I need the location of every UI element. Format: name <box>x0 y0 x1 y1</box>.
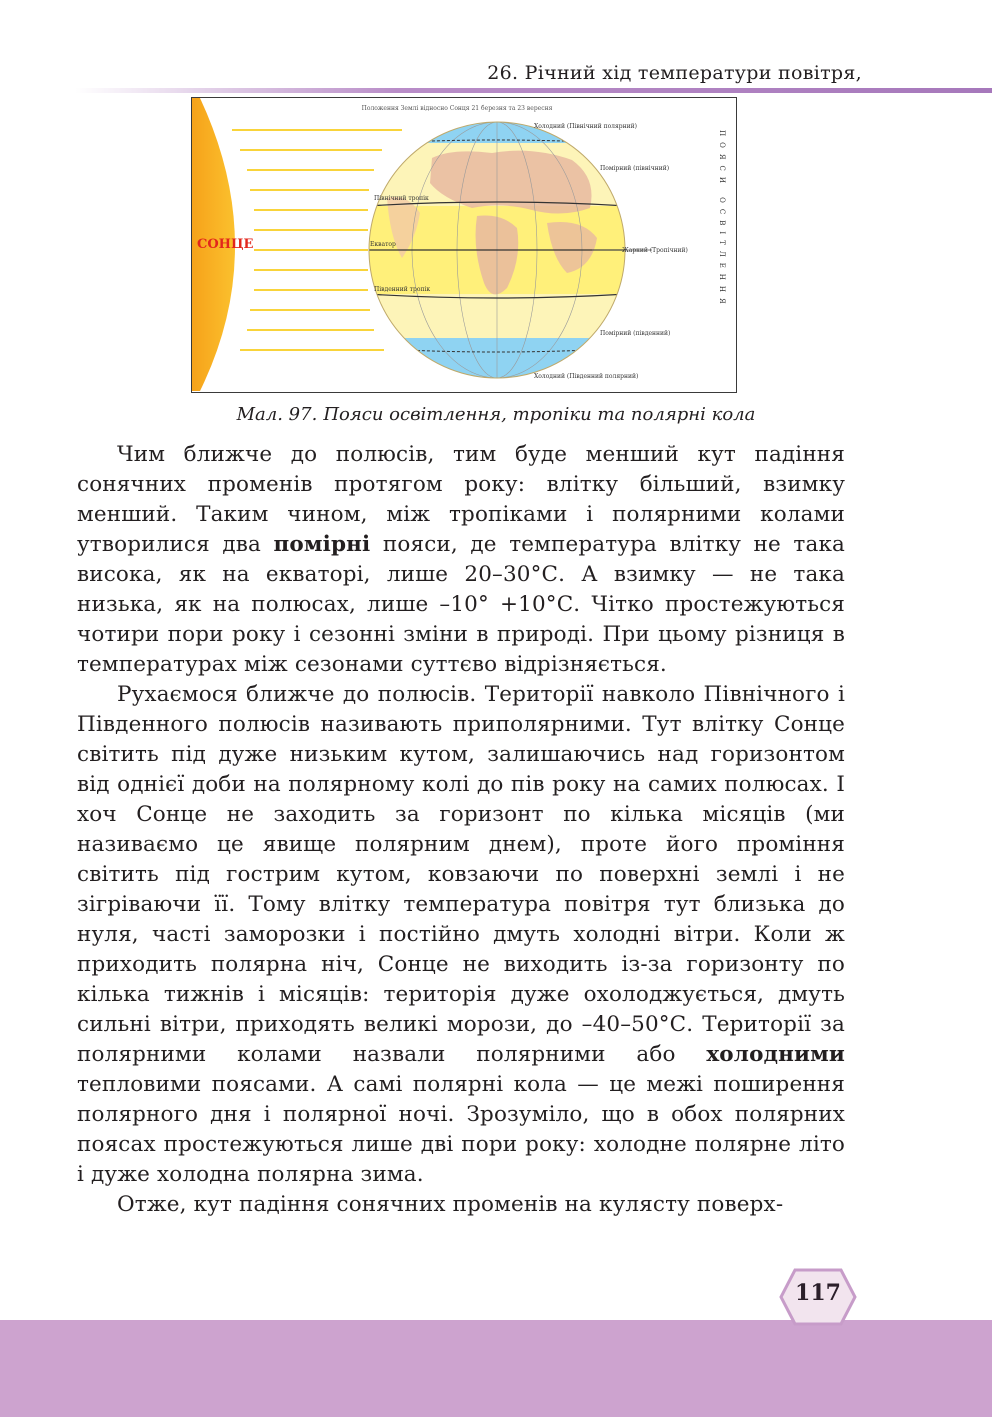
temperate-north-label: Помірний (північний) <box>600 165 670 172</box>
bold-term-cold: холодними <box>706 1042 845 1067</box>
globe <box>362 118 632 383</box>
paragraph <box>77 680 845 1190</box>
paragraph <box>77 440 845 680</box>
north-tropic-label: Північний тропік <box>374 195 429 202</box>
text-run: тепловими поясами. А самі полярні кола — це межі поширення полярного дня і полярної ночі. Зрозуміло, що в обох полярних поясах простежуються лише дві пори року: холодне полярне літо і дуже холодна полярна зима. <box>77 1072 845 1187</box>
text-run: Отже, кут падіння сонячних променів на кулясту поверх- <box>117 1192 784 1217</box>
text-run: пояси, де температура влітку не така висока, як на екваторі, лише 20–30°С. А взимку — не така низька, як на полюсах, лише –10° +10°С. Чітко простежуються чотири пори року і сезонні зміни в природі. При цьому різниця в температурах між сезонами суттєво відрізняється. <box>77 532 845 677</box>
text-run: Чим ближче до полюсів, тим буде менший кут падіння сонячних променів протягом року: влітку більший, взимку менший. Таким чином, між тропіками і полярними колами утворилися два <box>77 442 845 557</box>
equator-label: Екватор <box>370 241 396 248</box>
paragraph <box>77 1190 845 1220</box>
cold-south-label: Холодний (Південний полярний) <box>534 373 639 380</box>
caption-text: Пояси освітлення, тропіки та полярні кола <box>323 404 756 425</box>
page-number: 117 <box>795 1280 841 1306</box>
south-tropic-label: Південний тропік <box>374 286 431 293</box>
caption-label: Мал. 97. <box>236 404 318 425</box>
header-divider <box>75 88 992 93</box>
illumination-belts-figure <box>191 97 737 393</box>
footer-band <box>0 1320 992 1417</box>
text-run: Рухаємося ближче до полюсів. Території навколо Північного і Південного полюсів називають приполярними. Тут влітку Сонце світить під дуже низьким кутом, залишаючись над горизонтом від однієї доби на полярному колі до пів року на самих полюсах. І хоч Сонце не заходить за горизонт по кілька місяців (ми називаємо це явище полярним днем), проте його проміння світить під гострим кутом, ковзаючи по поверхні землі і не зігріваючи її. Тому влітку температура повітря тут близька до нуля, часті заморозки і постійно дмуть холодні вітри. Коли ж приходить полярна ніч, Сонце не виходить із-за горизонту по кілька тижнів і місяців: територія дуже охолоджується, дмуть сильні вітри, приходять великі морози, до –40–50°С. Території за полярними колами назвали полярними або <box>77 682 845 1067</box>
figure-top-label: Положення Землі відносно Сонця 21 березня та 23 вересня <box>361 105 553 112</box>
bold-term-temperate: помірні <box>273 532 371 557</box>
belts-vertical-label: ПОЯСИ ОСВІТЛЕННЯ <box>718 130 726 310</box>
cold-north-label: Холодний (Північний полярний) <box>534 123 637 130</box>
figure-caption <box>0 404 992 425</box>
running-header-title: 26. Річний хід температури повітря, <box>487 62 862 84</box>
temperate-south-label: Помірний (південний) <box>600 330 671 337</box>
body-text <box>77 440 845 1220</box>
illumination-diagram <box>192 98 735 391</box>
sun-label: СОНЦЕ <box>197 237 254 252</box>
hot-zone-label: Жаркий (Тропічний) <box>622 247 688 254</box>
